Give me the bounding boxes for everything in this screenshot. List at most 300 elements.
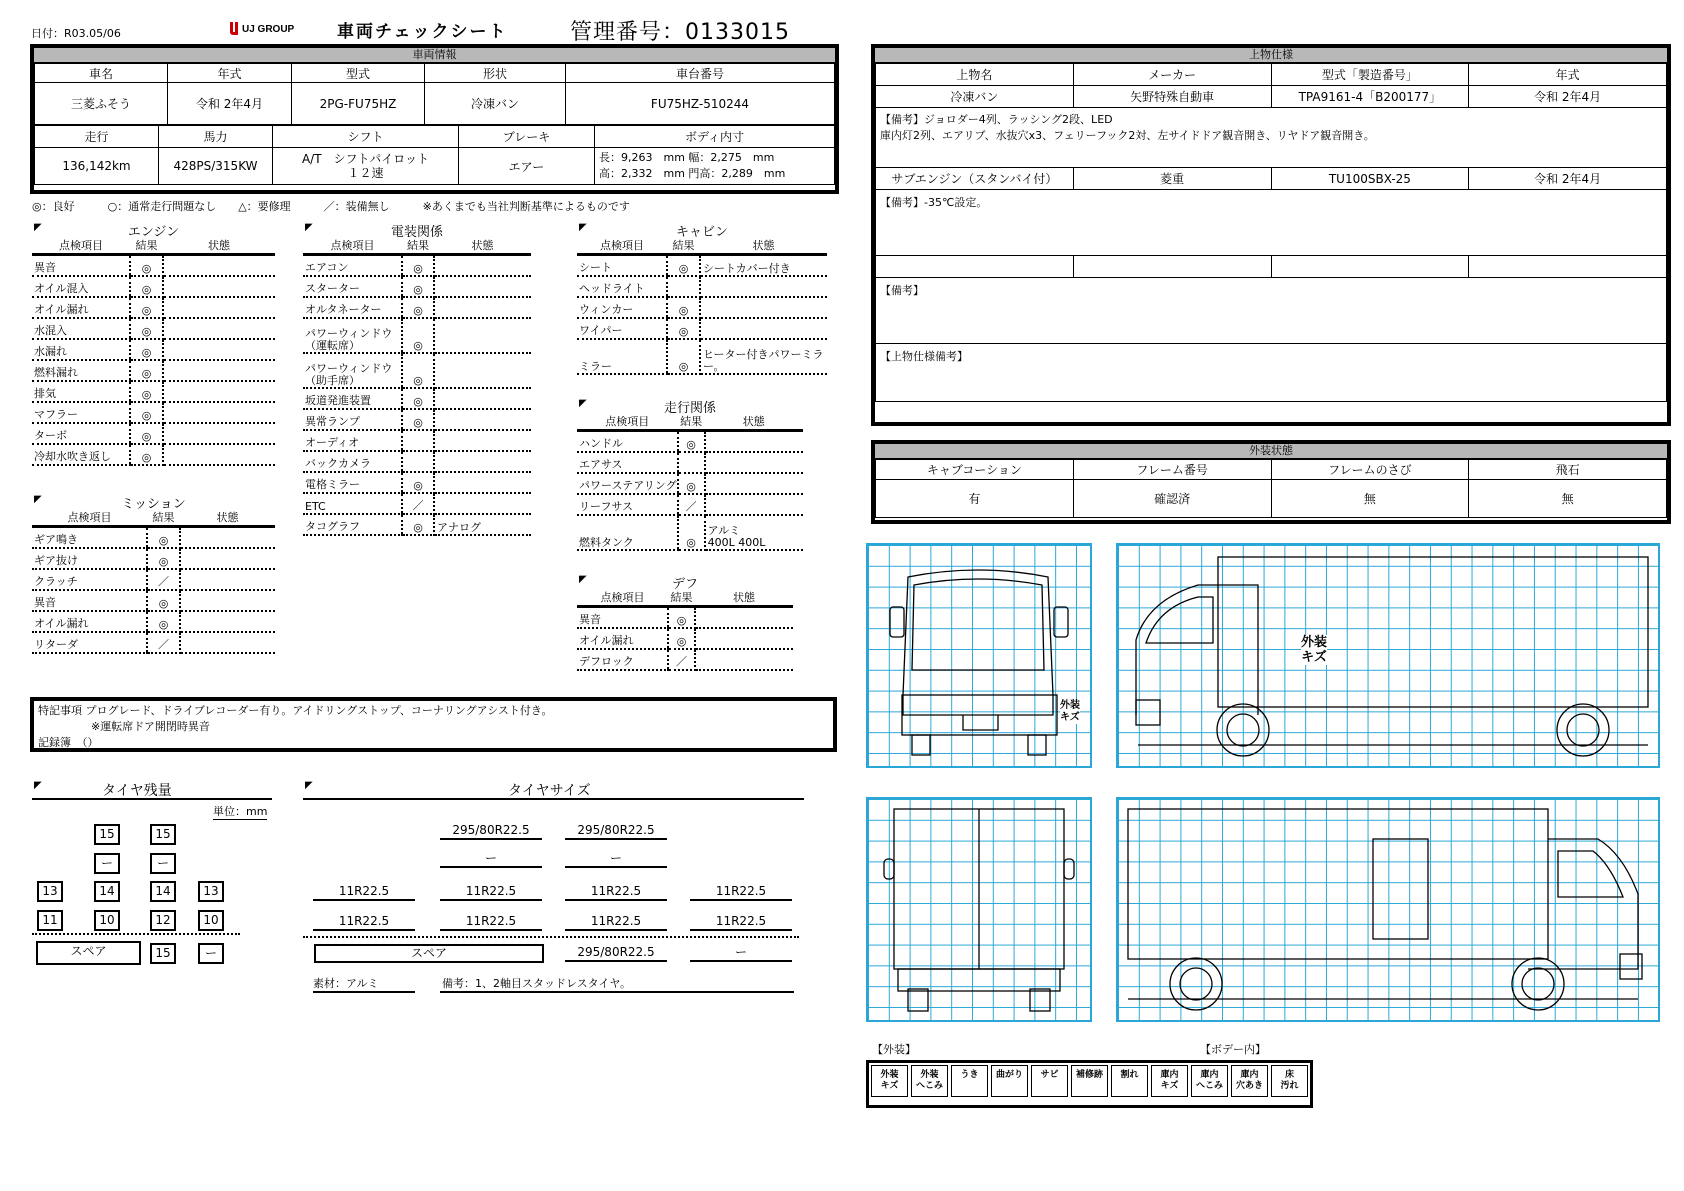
- check-row: [303, 514, 531, 535]
- upper-year: 令和 2年4月: [1469, 86, 1667, 108]
- triangle-icon: ◤: [34, 222, 42, 233]
- check-status: [705, 452, 803, 473]
- notes-line1: 特記事項 プログレード、ドライブレコーダー有り。アイドリングストップ、コーナリングアシスト付き。: [38, 704, 553, 717]
- check-status: [163, 318, 275, 339]
- check-row: [32, 381, 275, 402]
- check-item: 水漏れ: [32, 339, 130, 360]
- check-row: [303, 297, 531, 318]
- chassis-number: FU75HZ-510244: [566, 83, 835, 125]
- check-row: [32, 632, 275, 653]
- triangle-icon: ◤: [305, 222, 313, 233]
- col-item: 点検項目: [577, 237, 667, 255]
- check-result: ◎: [678, 473, 705, 494]
- diff-section: [577, 573, 793, 671]
- sub-engine-year: 令和 2年4月: [1469, 168, 1667, 190]
- check-status: [434, 409, 531, 430]
- tire-depth: 10: [198, 910, 224, 931]
- body-dimensions: [595, 148, 835, 185]
- left-side-diagram: [1116, 543, 1660, 768]
- sub-engine-note: 【備考】-35℃設定。: [876, 190, 1667, 256]
- section-title: エンジン: [127, 225, 180, 240]
- vehicle-info-table: [30, 44, 839, 194]
- check-status: [434, 430, 531, 451]
- check-status: [163, 339, 275, 360]
- col-header: 飛石: [1469, 460, 1667, 480]
- grade-legend: ◎：良好 ○：通常走行問題なし △：要修理 ／：装備無し ※あくまでも当社判断基準によるものです: [32, 200, 630, 213]
- damage-legend: [866, 1060, 1313, 1108]
- notes-line2: ※運転席ドア開閉時異音: [91, 720, 210, 733]
- check-result: ◎: [147, 548, 180, 569]
- check-item: ギア抜け: [32, 548, 147, 569]
- col-status: 状態: [700, 237, 827, 255]
- check-row: [32, 569, 275, 590]
- tire-unit: 単位：mm: [213, 805, 268, 818]
- col-header: シフト: [273, 126, 459, 148]
- cab-caution: 有: [876, 480, 1074, 518]
- check-result: [667, 276, 700, 297]
- frame-number: 確認済: [1073, 480, 1271, 518]
- upper-spec-table: [871, 44, 1671, 426]
- check-item: リターダ: [32, 632, 147, 653]
- electric-section: [303, 221, 531, 536]
- tire-depth: 12: [150, 910, 176, 931]
- check-result: ◎: [668, 628, 695, 649]
- col-result: 結果: [402, 237, 434, 255]
- sub-engine-label: サブエンジン（スタンバイ付）: [876, 168, 1074, 190]
- tire-depth: ー: [150, 853, 176, 874]
- check-item: 坂道発進装置: [303, 388, 402, 409]
- check-row: [32, 255, 275, 277]
- exterior-legend-label: 【外装】: [872, 1043, 916, 1056]
- check-result: [402, 451, 434, 472]
- check-row: [577, 255, 827, 277]
- check-row: [32, 402, 275, 423]
- col-item: 点検項目: [577, 413, 678, 431]
- triangle-icon: ◤: [305, 780, 313, 791]
- horsepower: 428PS/315KW: [159, 148, 273, 185]
- mission-table: [32, 509, 275, 654]
- extra-note: 【備考】: [876, 278, 1667, 344]
- check-item: オイル混入: [32, 276, 130, 297]
- check-result: ◎: [667, 318, 700, 339]
- col-header: 走行: [35, 126, 159, 148]
- empty-cell: [876, 256, 1074, 278]
- check-row: [303, 353, 531, 388]
- col-result: 結果: [678, 413, 705, 431]
- check-row: [32, 276, 275, 297]
- body-dims-line1: 長：9,263 mm 幅：2,275 mm: [599, 151, 775, 164]
- check-item: エアコン: [303, 255, 402, 277]
- triangle-icon: ◤: [34, 494, 42, 505]
- check-result: ◎: [667, 297, 700, 318]
- tire-size: 295/80R22.5: [440, 822, 542, 840]
- tire-size: ー: [565, 850, 667, 868]
- check-result: ◎: [402, 472, 434, 493]
- check-result: ◎: [130, 297, 163, 318]
- check-row: [303, 276, 531, 297]
- spare-size-label: スペア: [314, 944, 544, 963]
- company-logo: [228, 20, 328, 39]
- rear-view-diagram: [866, 797, 1092, 1022]
- damage-legend-cell: 庫内 穴あき: [1231, 1065, 1268, 1097]
- check-row: [577, 452, 803, 473]
- exterior-state-header: 外装状態: [875, 444, 1667, 459]
- damage-legend-cell: 外装 キズ: [871, 1065, 908, 1097]
- check-status: [700, 297, 827, 318]
- damage-legend-cell: サビ: [1031, 1065, 1068, 1097]
- check-status: [434, 493, 531, 514]
- check-status: [434, 353, 531, 388]
- tire-depth: 13: [198, 881, 224, 902]
- divider: [303, 936, 799, 938]
- col-result: 結果: [667, 237, 700, 255]
- section-title: デフ: [671, 577, 698, 592]
- special-notes-box: [30, 697, 837, 752]
- tire-size: ー: [440, 850, 542, 868]
- col-result: 結果: [130, 237, 163, 255]
- check-result: [402, 430, 434, 451]
- tire-depth: 14: [94, 881, 120, 902]
- check-status: ヒーター付きパワーミラー。: [700, 339, 827, 374]
- check-item: ギア鳴き: [32, 527, 147, 549]
- check-result: ◎: [130, 276, 163, 297]
- check-status: [705, 473, 803, 494]
- check-item: 電格ミラー: [303, 472, 402, 493]
- check-item: ハンドル: [577, 431, 678, 453]
- right-side-diagram: [1116, 797, 1660, 1022]
- col-header: 型式「製造番号」: [1271, 64, 1469, 86]
- sub-engine-model: TU100SBX-25: [1271, 168, 1469, 190]
- upper-body-name: 冷凍バン: [876, 86, 1074, 108]
- empty-cell: [1271, 256, 1469, 278]
- col-status: 状態: [705, 413, 803, 431]
- check-row: [303, 493, 531, 514]
- tire-size: 11R22.5: [440, 883, 542, 901]
- tire-material: 素材：アルミ: [313, 975, 415, 993]
- mission-section: [32, 493, 275, 654]
- upper-note-line1: 【備考】ジョロダー4列、ラッシング2段、LED: [880, 113, 1113, 126]
- check-status: [695, 628, 793, 649]
- truck-front-icon: [868, 545, 1090, 766]
- exterior-state-table: [871, 440, 1671, 524]
- sub-engine-maker: 菱重: [1073, 168, 1271, 190]
- check-row: [32, 611, 275, 632]
- col-header: 年式: [168, 64, 292, 83]
- cabin-table: [577, 237, 827, 375]
- damage-legend-cell: 補修跡: [1071, 1065, 1108, 1097]
- check-row: [303, 409, 531, 430]
- check-result: ◎: [402, 255, 434, 277]
- check-item: ワイパー: [577, 318, 667, 339]
- upper-model-serial: TPA9161-4「B200177」: [1271, 86, 1469, 108]
- check-item: 燃料タンク: [577, 515, 678, 550]
- check-item: オルタネーター: [303, 297, 402, 318]
- check-result: ／: [678, 494, 705, 515]
- check-status: [700, 276, 827, 297]
- check-item: ヘッドライト: [577, 276, 667, 297]
- section-title: タイヤサイズ: [508, 783, 591, 799]
- check-result: ／: [147, 632, 180, 653]
- col-header: 車名: [35, 64, 168, 83]
- triangle-icon: ◤: [579, 398, 587, 409]
- check-status: [163, 360, 275, 381]
- check-row: [577, 515, 803, 550]
- check-result: ／: [147, 569, 180, 590]
- col-status: 状態: [163, 237, 275, 255]
- col-header: 形状: [425, 64, 566, 83]
- check-result: ◎: [130, 255, 163, 277]
- check-row: [32, 423, 275, 444]
- check-result: ◎: [678, 515, 705, 550]
- check-item: スターター: [303, 276, 402, 297]
- vehicle-info-header: 車両情報: [34, 48, 835, 63]
- check-status: [180, 527, 275, 549]
- upper-note-cell: [876, 108, 1667, 168]
- section-title: キャビン: [675, 225, 728, 240]
- col-result: 結果: [147, 509, 180, 527]
- damage-legend-cell: 庫内 キズ: [1151, 1065, 1188, 1097]
- check-row: [303, 472, 531, 493]
- col-status: 状態: [180, 509, 275, 527]
- page-title: 車両チェックシート: [337, 22, 508, 42]
- brake-type: エアー: [459, 148, 595, 185]
- check-status: [163, 381, 275, 402]
- check-row: [303, 451, 531, 472]
- damage-legend-cell: 庫内 へこみ: [1191, 1065, 1228, 1097]
- check-item: バックカメラ: [303, 451, 402, 472]
- running-section: [577, 397, 803, 551]
- check-status: [695, 649, 793, 670]
- check-status: [163, 255, 275, 277]
- shift-type: A/T シフトパイロット １２速: [273, 148, 459, 185]
- col-header: ボディ内寸: [595, 126, 835, 148]
- check-row: [577, 649, 793, 670]
- body-inner-legend-label: 【ボデー内】: [1200, 1043, 1266, 1056]
- check-result: ◎: [130, 444, 163, 465]
- check-row: [32, 548, 275, 569]
- check-status: シートカバー付き: [700, 255, 827, 277]
- tire-size: 11R22.5: [690, 913, 792, 931]
- tire-size: 295/80R22.5: [565, 822, 667, 840]
- col-status: 状態: [695, 589, 793, 607]
- check-status: [434, 297, 531, 318]
- check-result: ◎: [147, 590, 180, 611]
- check-status: [163, 297, 275, 318]
- check-row: [32, 527, 275, 549]
- check-status: [163, 276, 275, 297]
- tire-depth: 13: [37, 881, 63, 902]
- check-result: ◎: [667, 339, 700, 374]
- check-row: [32, 360, 275, 381]
- check-status: [434, 472, 531, 493]
- check-row: [303, 255, 531, 277]
- check-item: ミラー: [577, 339, 667, 374]
- damage-legend-cell: 外装 へこみ: [911, 1065, 948, 1097]
- check-item: シート: [577, 255, 667, 277]
- check-item: パワーステアリング: [577, 473, 678, 494]
- tire-depth-spare2: ー: [198, 943, 224, 964]
- model-year: 令和 2年4月: [168, 83, 292, 125]
- check-result: ◎: [402, 353, 434, 388]
- check-item: ターボ: [32, 423, 130, 444]
- col-header: 年式: [1469, 64, 1667, 86]
- tire-size: 11R22.5: [565, 883, 667, 901]
- check-status: [434, 451, 531, 472]
- check-item: エアサス: [577, 452, 678, 473]
- damage-legend-cell: 床 汚れ: [1271, 1065, 1308, 1097]
- col-item: 点検項目: [303, 237, 402, 255]
- tire-size-title: [303, 780, 804, 800]
- truck-right-side-icon: [1118, 799, 1658, 1020]
- check-status: [434, 276, 531, 297]
- upper-spec-header: 上物仕様: [875, 48, 1667, 63]
- check-result: ◎: [130, 402, 163, 423]
- check-row: [577, 318, 827, 339]
- check-row: [577, 494, 803, 515]
- damage-legend-cell: うき: [951, 1065, 988, 1097]
- check-item: タコグラフ: [303, 514, 402, 535]
- check-item: 水混入: [32, 318, 130, 339]
- check-result: ◎: [402, 388, 434, 409]
- tire-size: 11R22.5: [565, 913, 667, 931]
- tire-depth: 15: [150, 824, 176, 845]
- check-result: ◎: [402, 297, 434, 318]
- engine-table: [32, 237, 275, 466]
- check-status: [705, 494, 803, 515]
- spare-label: スペア: [36, 941, 141, 965]
- tire-size: 11R22.5: [313, 913, 415, 931]
- col-header: フレームのさび: [1271, 460, 1469, 480]
- check-result: ◎: [130, 339, 163, 360]
- check-item: ウィンカー: [577, 297, 667, 318]
- diff-table: [577, 589, 793, 671]
- check-status: [180, 611, 275, 632]
- electric-table: [303, 237, 531, 536]
- col-result: 結果: [668, 589, 695, 607]
- check-item: 異常ランプ: [303, 409, 402, 430]
- check-item: パワーウィンドウ（助手席）: [303, 353, 402, 388]
- tire-depth: ー: [94, 853, 120, 874]
- check-item: 燃料漏れ: [32, 360, 130, 381]
- tire-remaining-title: [32, 780, 272, 800]
- check-status: [180, 590, 275, 611]
- check-result: ◎: [402, 409, 434, 430]
- check-status: アナログ: [434, 514, 531, 535]
- check-result: ◎: [147, 527, 180, 549]
- check-item: パワーウィンドウ（運転席）: [303, 318, 402, 353]
- check-item: 排気: [32, 381, 130, 402]
- check-item: 冷却水吹き返し: [32, 444, 130, 465]
- check-result: ◎: [667, 255, 700, 277]
- check-status: [163, 444, 275, 465]
- check-row: [32, 339, 275, 360]
- truck-rear-icon: [868, 799, 1090, 1020]
- body-shape: 冷凍バン: [425, 83, 566, 125]
- check-item: オーディオ: [303, 430, 402, 451]
- section-title: 電装関係: [390, 225, 443, 240]
- check-row: [32, 297, 275, 318]
- svg-text:UJ GROUP: UJ GROUP: [242, 24, 295, 35]
- check-result: [678, 452, 705, 473]
- check-row: [577, 339, 827, 374]
- check-item: 異音: [32, 590, 147, 611]
- damage-mark: 外装 キズ: [1301, 635, 1328, 665]
- upper-note-line2: 庫内灯2列、エアリブ、水抜穴x3、フェリーフック2対、左サイドドア観音開き、リヤドア観音開き。: [880, 129, 1375, 142]
- check-item: オイル漏れ: [32, 297, 130, 318]
- front-view-diagram: [866, 543, 1092, 768]
- tire-depth: 14: [150, 881, 176, 902]
- running-table: [577, 413, 803, 551]
- section-title: ミッション: [121, 497, 186, 512]
- check-result: ／: [402, 493, 434, 514]
- col-header: 型式: [292, 64, 425, 83]
- check-item: オイル漏れ: [32, 611, 147, 632]
- stone-chips: 無: [1469, 480, 1667, 518]
- check-result: ◎: [678, 431, 705, 453]
- check-result: ◎: [402, 276, 434, 297]
- check-row: [32, 590, 275, 611]
- check-result: ◎: [130, 423, 163, 444]
- check-result: ◎: [130, 360, 163, 381]
- check-item: オイル漏れ: [577, 628, 668, 649]
- check-row: [303, 430, 531, 451]
- upper-maker: 矢野特殊自動車: [1073, 86, 1271, 108]
- damage-legend-cell: 曲がり: [991, 1065, 1028, 1097]
- check-row: [577, 628, 793, 649]
- check-row: [577, 276, 827, 297]
- triangle-icon: ◤: [34, 780, 42, 791]
- check-status: [180, 548, 275, 569]
- check-status: [163, 402, 275, 423]
- check-item: 異音: [32, 255, 130, 277]
- check-result: ◎: [147, 611, 180, 632]
- car-name: 三菱ふそう: [35, 83, 168, 125]
- tire-size: 11R22.5: [313, 883, 415, 901]
- uj-logo-icon: [228, 20, 328, 36]
- damage-mark: 外装 キズ: [1060, 700, 1080, 723]
- tire-depth: 10: [94, 910, 120, 931]
- check-item: 異音: [577, 607, 668, 629]
- tire-remark: 備考：1、2軸目スタッドレスタイヤ。: [440, 975, 794, 993]
- check-item: マフラー: [32, 402, 130, 423]
- frame-rust: 無: [1271, 480, 1469, 518]
- check-row: [32, 318, 275, 339]
- check-item: リーフサス: [577, 494, 678, 515]
- check-status: [700, 318, 827, 339]
- date-label: 日付：R03.05/06: [31, 27, 121, 40]
- empty-cell: [1073, 256, 1271, 278]
- section-title: タイヤ残量: [102, 783, 172, 799]
- spare-tire-size: 295/80R22.5: [565, 944, 667, 962]
- check-result: ／: [668, 649, 695, 670]
- check-status: アルミ 400L 400L: [705, 515, 803, 550]
- col-header: メーカー: [1073, 64, 1271, 86]
- check-result: ◎: [130, 318, 163, 339]
- body-dims-line2: 高：2,332 mm 門高：2,289 mm: [599, 167, 786, 180]
- check-status: [434, 255, 531, 277]
- col-status: 状態: [434, 237, 531, 255]
- check-row: [303, 318, 531, 353]
- check-status: [705, 431, 803, 453]
- col-item: 点検項目: [32, 509, 147, 527]
- notes-line3: 記録簿 （）: [38, 736, 99, 749]
- check-result: ◎: [402, 318, 434, 353]
- check-result: ◎: [130, 381, 163, 402]
- check-row: [577, 431, 803, 453]
- check-status: [163, 423, 275, 444]
- check-status: [434, 388, 531, 409]
- check-row: [577, 473, 803, 494]
